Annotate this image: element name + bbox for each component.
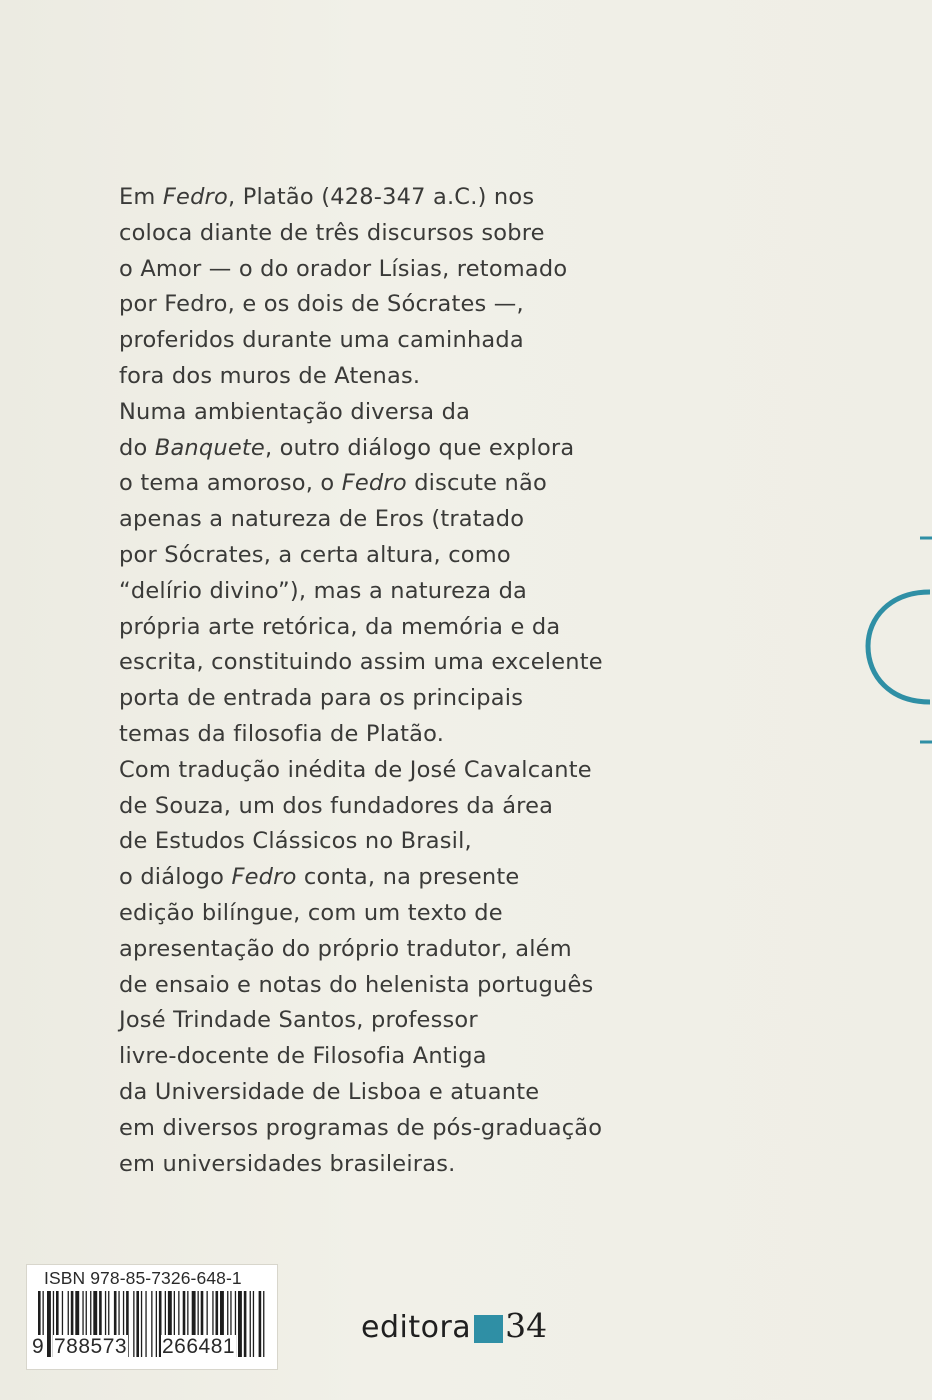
blurb-segment: em diversos programas de pós-graduação	[119, 1114, 603, 1141]
ornament-arc	[868, 592, 930, 702]
blurb-segment: Com tradução inédita de José Cavalcante	[119, 756, 592, 783]
blurb-text	[119, 180, 619, 1182]
blurb-segment: apenas a natureza de Eros (tratado	[119, 506, 525, 533]
blurb-segment: de Estudos Clássicos no Brasil,	[119, 828, 472, 855]
blurb-segment: fora dos muros de Atenas.	[119, 362, 421, 389]
blurb-line	[119, 287, 619, 323]
blurb-line	[119, 896, 619, 932]
blurb-segment: porta de entrada para os principais	[119, 685, 524, 712]
blurb-line	[119, 932, 619, 968]
blurb-segment: proferidos durante uma caminhada	[119, 327, 524, 354]
blurb-line	[119, 717, 619, 753]
barcode-digit-first: 9	[32, 1335, 45, 1358]
blurb-line	[119, 860, 619, 896]
blurb-segment: , outro diálogo que explora	[264, 434, 575, 461]
blurb-line	[119, 645, 619, 681]
blurb-segment: “delírio divino”), mas a natureza da	[119, 577, 528, 604]
isbn-text: ISBN 978-85-7326-648-1	[44, 1268, 242, 1288]
blurb-segment: de Souza, um dos fundadores da área	[119, 792, 554, 819]
blurb-segment: escrita, constituindo assim uma excelente	[119, 649, 603, 676]
blurb-line	[119, 753, 619, 789]
blurb-segment: discute não	[406, 470, 547, 497]
blurb-line	[119, 789, 619, 825]
blurb-line	[119, 538, 619, 574]
blurb-line	[119, 216, 619, 252]
blurb-segment: do	[119, 434, 155, 461]
publisher-square-icon	[474, 1315, 503, 1343]
blurb-line	[119, 574, 619, 610]
barcode-digits	[31, 1335, 271, 1359]
blurb-segment: o diálogo	[119, 864, 232, 891]
blurb-segment: apresentação do próprio tradutor, além	[119, 935, 572, 962]
blurb-line	[119, 431, 619, 467]
blurb-segment: por Sócrates, a certa altura, como	[119, 541, 511, 568]
blurb-italic-title: Banquete	[154, 434, 265, 461]
blurb-segment: Em	[119, 184, 163, 210]
blurb-line	[119, 395, 619, 431]
blurb-segment: o tema amoroso, o	[119, 470, 342, 497]
blurb-segment: temas da filosofia de Platão.	[119, 720, 445, 747]
blurb-segment: José Trindade Santos, professor	[119, 1007, 478, 1034]
publisher-logo	[361, 1306, 547, 1346]
publisher-number: 34	[505, 1306, 548, 1345]
blurb-line	[119, 824, 619, 860]
ornament-icon	[860, 530, 932, 750]
blurb-segment: própria arte retórica, da memória e da	[119, 613, 561, 640]
blurb-line	[119, 1039, 619, 1075]
blurb-line	[119, 1111, 619, 1147]
blurb-line	[119, 323, 619, 359]
blurb-segment: por Fedro, e os dois de Sócrates —,	[119, 291, 524, 318]
blurb-line	[119, 1147, 619, 1183]
blurb-line	[119, 610, 619, 646]
blurb-line	[119, 252, 619, 288]
blurb-segment: conta, na presente	[296, 864, 520, 891]
blurb-segment: Numa ambientação diversa da	[119, 398, 471, 425]
blurb-segment: , Platão (428-347 a.C.) nos	[227, 184, 535, 210]
blurb-segment: da Universidade de Lisboa e atuante	[119, 1078, 540, 1105]
barcode-digit-group-1: 788573	[54, 1335, 128, 1358]
blurb-italic-title: Fedro	[231, 864, 297, 891]
blurb-segment: coloca diante de três discursos sobre	[119, 219, 545, 246]
blurb-line	[119, 1003, 619, 1039]
blurb-line	[119, 681, 619, 717]
blurb-line	[119, 359, 619, 395]
blurb-italic-title: Fedro	[341, 470, 407, 497]
blurb-segment: livre-docente de Filosofia Antiga	[119, 1043, 487, 1070]
blurb-segment: de ensaio e notas do helenista português	[119, 971, 594, 998]
blurb-line	[119, 466, 619, 502]
blurb-line	[119, 1075, 619, 1111]
blurb-line	[119, 502, 619, 538]
blurb-italic-title: Fedro	[162, 184, 228, 210]
blurb-segment: em universidades brasileiras.	[119, 1150, 456, 1177]
blurb-segment: o Amor — o do orador Lísias, retomado	[119, 255, 568, 282]
publisher-name: editora	[361, 1310, 472, 1345]
blurb-segment: edição bilíngue, com um texto de	[119, 899, 503, 926]
barcode-digit-group-2: 266481	[162, 1335, 236, 1358]
blurb-line	[119, 180, 619, 216]
blurb-line	[119, 968, 619, 1004]
